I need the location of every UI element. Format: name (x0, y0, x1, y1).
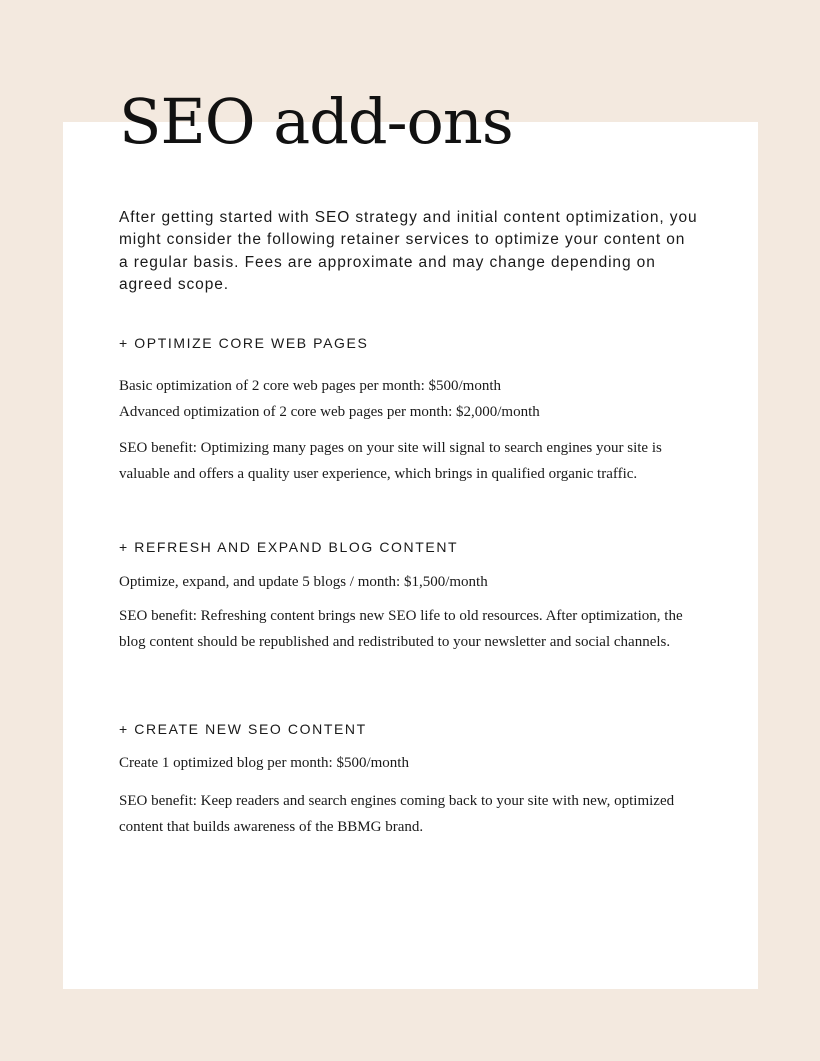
intro-paragraph: After getting started with SEO strategy and initial content optimization, you might consider the following retainer services to optimize your content on a regular basis. Fees are approximate and may change depending on agreed scope. (119, 209, 698, 293)
section-heading-refresh-blog-content: + REFRESH AND EXPAND BLOG CONTENT (119, 539, 459, 555)
seo-benefit-new-content: SEO benefit: Keep readers and search engines coming back to your site with new, optimized content that builds awareness of the BBMG brand. (119, 793, 675, 835)
pricing-line-advanced-optimization: Advanced optimization of 2 core web pages per month: $2,000/month (119, 404, 540, 420)
section-heading-optimize-core-web-pages: + OPTIMIZE CORE WEB PAGES (119, 335, 369, 351)
seo-benefit-core-web-pages: SEO benefit: Optimizing many pages on your site will signal to search engines your site is valuable and offers a quality user experience, which brings in qualified organic traffic. (119, 440, 662, 482)
section-heading-create-new-seo-content: + CREATE NEW SEO CONTENT (119, 721, 367, 737)
pricing-line-basic-optimization: Basic optimization of 2 core web pages per month: $500/month (119, 378, 502, 394)
pricing-line-blog-refresh: Optimize, expand, and update 5 blogs / month: $1,500/month (119, 574, 488, 590)
seo-benefit-blog-refresh: SEO benefit: Refreshing content brings new SEO life to old resources. After optimization, the blog content should be republished and redistributed to your newsletter and social channels. (119, 608, 683, 650)
page-title: SEO add-ons (119, 85, 513, 158)
pricing-line-new-blog: Create 1 optimized blog per month: $500/month (119, 755, 409, 771)
